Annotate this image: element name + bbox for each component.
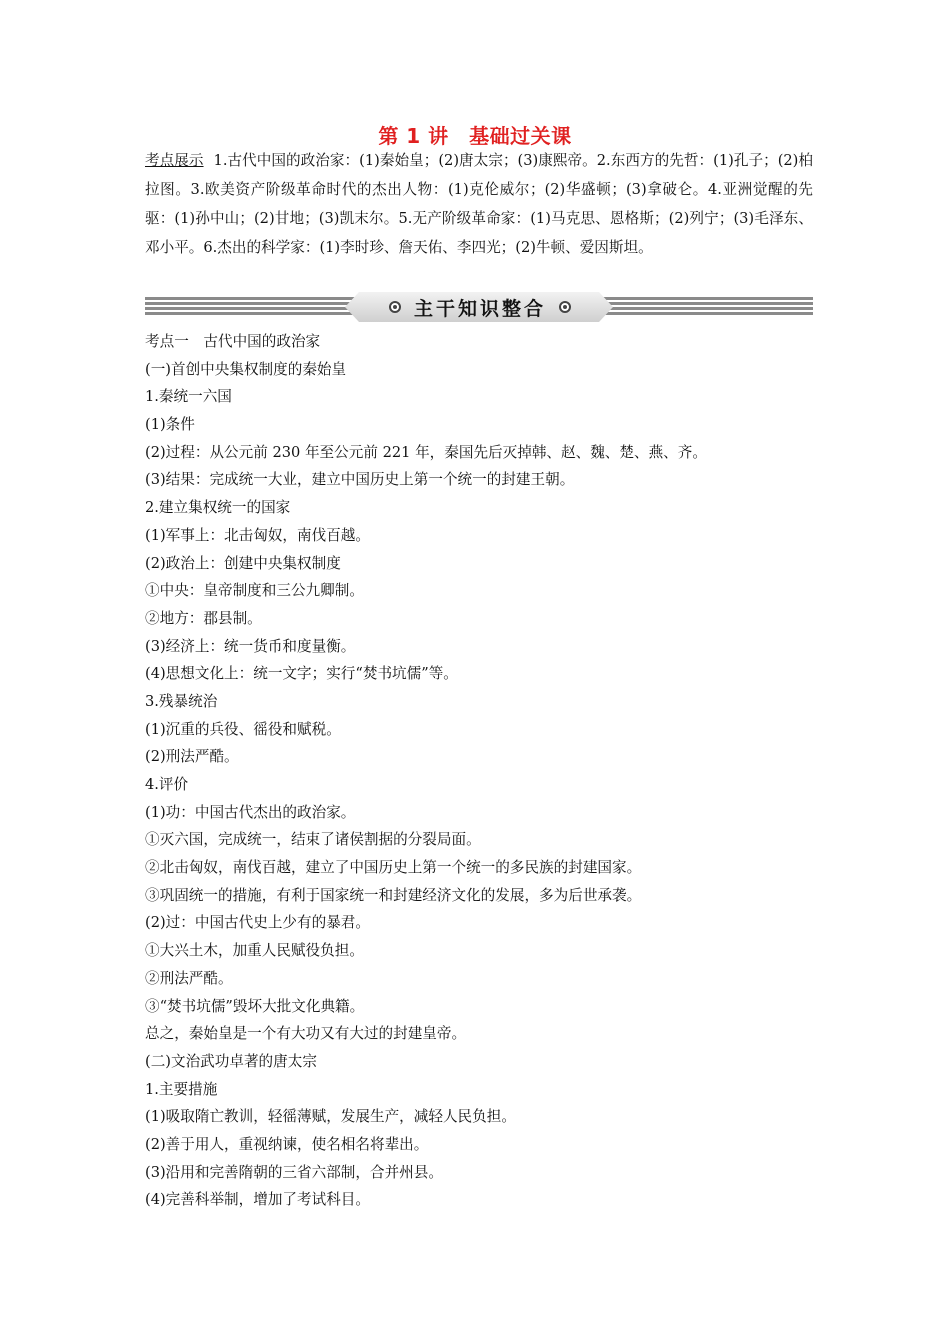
content-line: (2)善于用人，重视纳谏，使名相名将辈出。 xyxy=(145,1135,429,1153)
section-banner-title: 主干知识整合 xyxy=(413,298,546,320)
content-line: (1)沉重的兵役、徭役和赋税。 xyxy=(145,720,341,738)
content-line: ③“焚书坑儒”毁坏大批文化典籍。 xyxy=(145,997,365,1015)
content-line: ①中央：皇帝制度和三公九卿制。 xyxy=(145,582,364,600)
content-line: 3.残暴统治 xyxy=(145,692,218,710)
banner-left-dot-icon xyxy=(389,301,401,313)
banner-left-rule xyxy=(145,297,357,315)
content-line: (3)沿用和完善隋朝的三省六部制，合并州县。 xyxy=(145,1163,443,1181)
content-line: (3)经济上：统一货币和度量衡。 xyxy=(145,637,356,655)
content-line: (一)首创中央集权制度的秦始皇 xyxy=(145,360,347,378)
content-line: (二)文治武功卓著的唐太宗 xyxy=(145,1052,317,1070)
content-line: 考点一 古代中国的政治家 xyxy=(145,333,321,350)
content-line: ②地方：郡县制。 xyxy=(145,609,262,627)
content-line: ②北击匈奴，南伐百越，建立了中国历史上第一个统一的多民族的封建国家。 xyxy=(145,859,642,877)
exam-points-summary xyxy=(145,146,813,262)
content-line: (2)刑法严酷。 xyxy=(145,748,239,766)
content-line: (1)军事上：北击匈奴，南伐百越。 xyxy=(145,526,370,544)
knowledge-content xyxy=(145,328,813,1214)
content-line: 总之，秦始皇是一个有大功又有大过的封建皇帝。 xyxy=(145,1025,467,1043)
content-line: (2)政治上：创建中央集权制度 xyxy=(145,554,341,572)
content-line: (2)过：中国古代史上少有的暴君。 xyxy=(145,914,370,932)
content-line: (1)条件 xyxy=(145,416,195,434)
content-line: 4.评价 xyxy=(145,776,189,793)
banner-right-rule xyxy=(601,297,813,315)
content-line: (2)过程：从公元前 230 年至公元前 221 年，秦国先后灭掉韩、赵、魏、楚、燕、齐。 xyxy=(145,443,707,461)
content-line: ③巩固统一的措施，有利于国家统一和封建经济文化的发展，多为后世承袭。 xyxy=(145,886,642,904)
banner-right-dot-icon xyxy=(559,301,571,313)
content-line: (1)吸取隋亡教训，轻徭薄赋，发展生产，减轻人民负担。 xyxy=(145,1108,516,1126)
exam-points-text: 1.古代中国的政治家：(1)秦始皇；(2)唐太宗；(3)康熙帝。2.东西方的先哲：(1)孔子；(2)柏拉图。3.欧美资产阶级革命时代的杰出人物：(1)克伦威尔；(2)华盛顿；(3)拿破仑。4.亚洲觉醒的先驱：(1)孙中山；(2)甘地；(3)凯末尔。5.无产阶级革命家：(1)马克思、恩格斯；(2)列宁；(3)毛泽东、邓小平。6.杰出的科学家：(1)李时珍、詹天佑、李四光；(2)牛顿、爱因斯坦。 xyxy=(145,152,813,256)
content-line: (4)思想文化上：统一文字；实行“焚书坑儒”等。 xyxy=(145,665,458,683)
section-banner xyxy=(145,292,813,322)
content-line: 1.主要措施 xyxy=(145,1080,218,1098)
content-line: 1.秦统一六国 xyxy=(145,388,232,406)
exam-points-label: 考点展示 xyxy=(145,152,204,169)
page-title: 第 1 讲 基础过关课 xyxy=(378,124,572,148)
content-line: (4)完善科举制，增加了考试科目。 xyxy=(145,1191,370,1209)
content-line: ①灭六国，完成统一，结束了诸侯割据的分裂局面。 xyxy=(145,831,481,849)
content-line: (1)功：中国古代杰出的政治家。 xyxy=(145,803,356,821)
content-line: ②刑法严酷。 xyxy=(145,969,233,987)
content-line: (3)结果：完成统一大业，建立中国历史上第一个统一的封建王朝。 xyxy=(145,471,575,489)
content-line: ①大兴土木，加重人民赋役负担。 xyxy=(145,942,364,960)
content-line: 2.建立集权统一的国家 xyxy=(145,499,291,517)
